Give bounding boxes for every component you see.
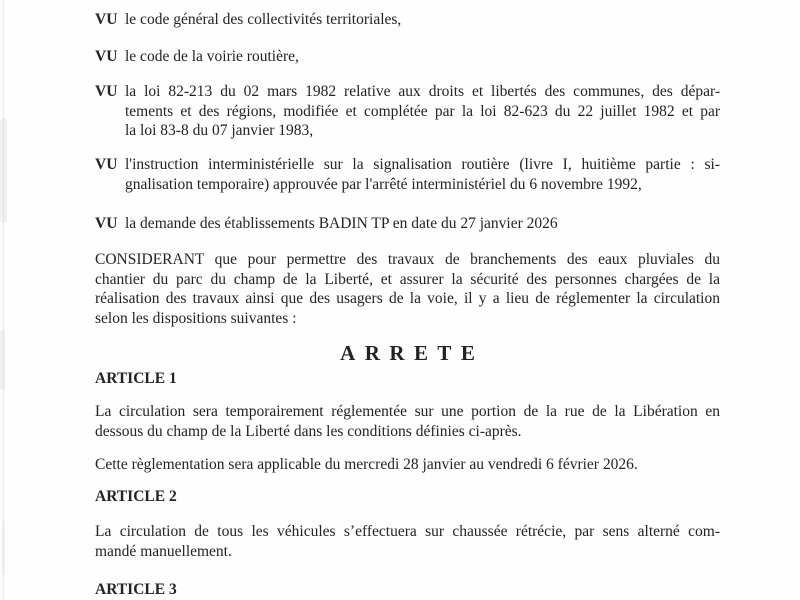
text-line: réalisation des travaux ainsi que des usagers de la voie, il y a lieu de réglementer la circulation (95, 290, 720, 307)
vu-clause-4 (95, 155, 720, 194)
vu-clause-text (125, 82, 720, 141)
scan-smudge-artifact (0, 118, 7, 223)
text-line: tements et des régions, modifiée et complétée par la loi 82-623 du 22 juillet 1982 et par (125, 102, 720, 120)
text-line: la loi 83-8 du 07 janvier 1983, (125, 122, 314, 139)
text-line: dessous du champ de la Liberté dans les conditions définies ci-après. (95, 422, 522, 440)
text-line: mandé manuellement. (95, 542, 232, 560)
text-line: l'instruction interministérielle sur la signalisation routière (livre I, huitième partie : si- (125, 156, 720, 173)
vu-clause-text (125, 10, 720, 30)
article-3-heading: ARTICLE 3 (95, 581, 177, 598)
vu-label: VU (95, 11, 118, 28)
text-line: chantier du parc du champ de la Liberté, et assurer la sécurité des personnes chargées de la (95, 270, 720, 288)
considerant-paragraph (95, 250, 720, 328)
vu-clause-1 (95, 10, 720, 30)
text-line: CONSIDERANT que pour permettre des travaux de branchements des eaux pluviales du (95, 251, 720, 268)
arrete-heading: ARRETE (340, 341, 485, 365)
text-line: La circulation de tous les véhicules s’effectuera sur chaussée rétrécie, par sens alterné com- (95, 523, 720, 540)
text-line: le code de la voirie routière, (125, 48, 299, 65)
scan-edge-artifact (3, 0, 4, 600)
vu-clause-text (125, 214, 720, 234)
vu-clause-text (125, 155, 720, 194)
text-line: selon les dispositions suivantes : (95, 309, 297, 327)
vu-label: VU (95, 156, 118, 173)
article-2-heading: ARTICLE 2 (95, 488, 177, 505)
scan-smudge-artifact (1, 520, 5, 575)
article-1-paragraph-1 (95, 402, 720, 441)
vu-clause-2 (95, 47, 720, 67)
vu-clause-5 (95, 214, 720, 234)
vu-clause-3 (95, 82, 720, 141)
text-line: La circulation sera temporairement réglementée sur une portion de la rue de la Libération en (95, 403, 720, 420)
vu-label: VU (95, 83, 118, 100)
text-line: Cette règlementation sera applicable du mercredi 28 janvier au vendredi 6 février 2026. (95, 456, 638, 473)
article-1-heading: ARTICLE 1 (95, 370, 177, 387)
text-line: le code général des collectivités territoriales, (125, 11, 402, 28)
text-line: la demande des établissements BADIN TP en date du 27 janvier 2026 (125, 215, 558, 232)
scan-smudge-artifact (0, 330, 5, 390)
article-2-paragraph-1 (95, 522, 720, 561)
vu-label: VU (95, 215, 118, 232)
text-line: gnalisation temporaire) approuvée par l'arrêté interministériel du 6 novembre 1992, (125, 175, 642, 193)
vu-clause-text (125, 47, 720, 67)
vu-label: VU (95, 48, 118, 65)
text-line: la loi 82-213 du 02 mars 1982 relative aux droits et libertés des communes, des dépar- (125, 83, 720, 100)
article-1-paragraph-2 (95, 455, 720, 475)
